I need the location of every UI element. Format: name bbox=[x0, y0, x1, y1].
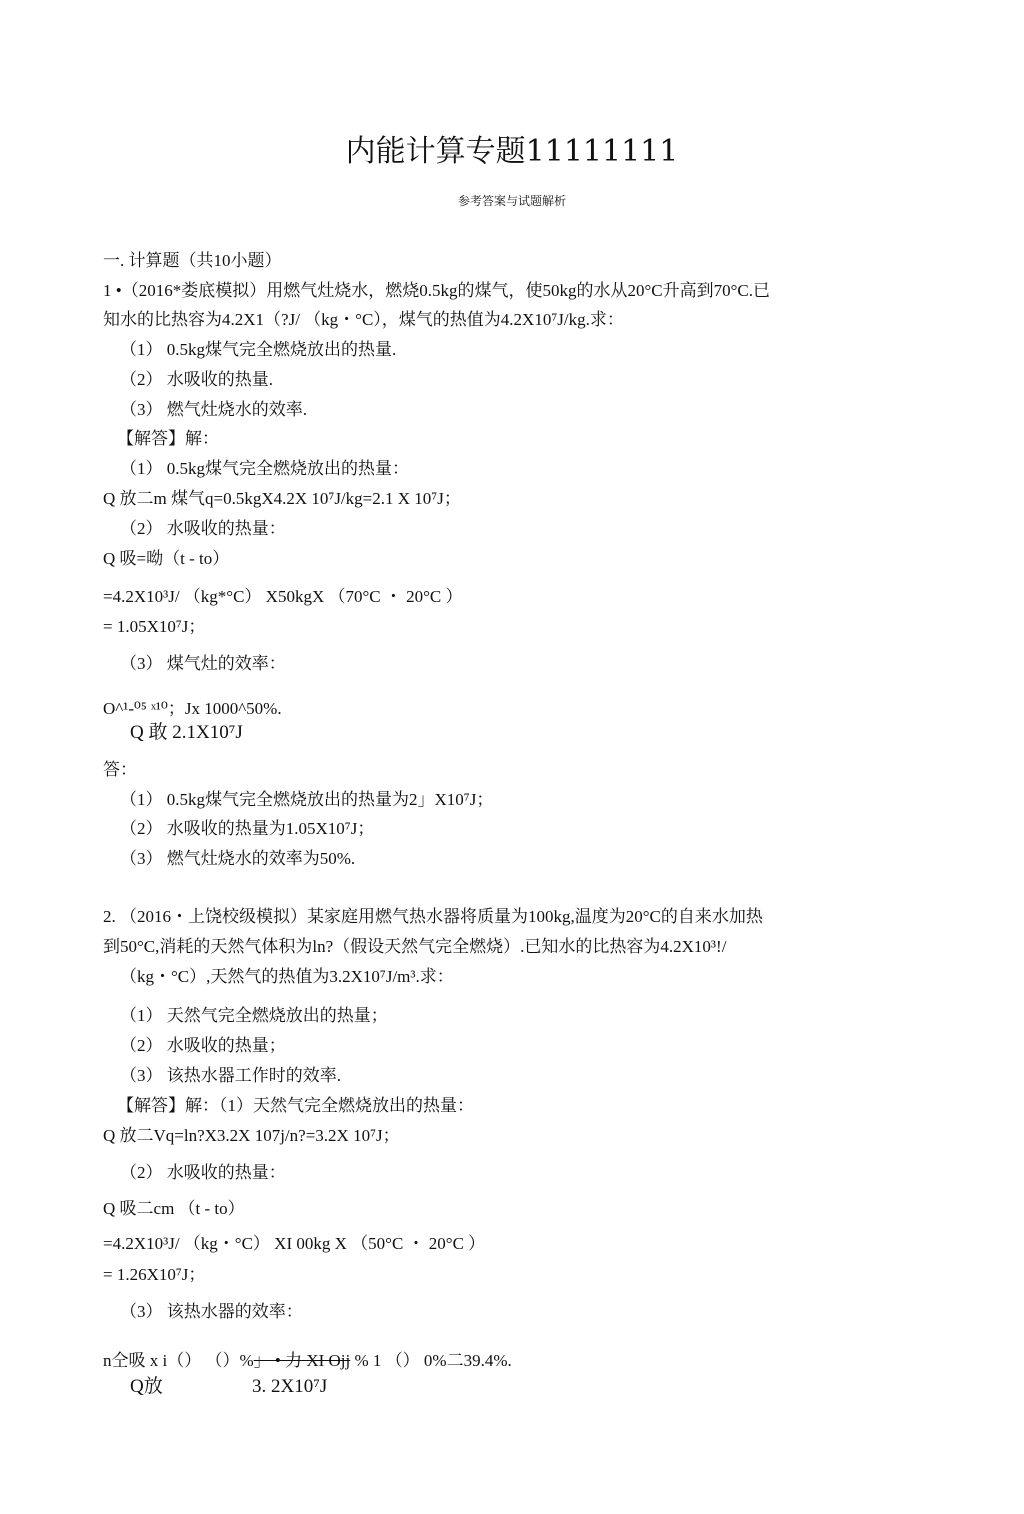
problem1-stem-line2: 知水的比热容为4.2X1（?J/ （kg・°C），煤气的热值为4.2X10⁷J/kg.求： bbox=[103, 310, 624, 329]
problem1-answer-word: 答： bbox=[103, 760, 137, 779]
problem1-answer3-heading: （3） 煤气灶的效率： bbox=[120, 654, 286, 673]
page-title: 内能计算专题11111111 bbox=[345, 134, 679, 169]
problem1-result-3: （3） 燃气灶烧水的效率为50%. bbox=[120, 849, 356, 868]
problem1-answer2-line3: = 1.05X10⁷J； bbox=[103, 617, 206, 636]
problem2-answer1-formula: Q 放二Vq=ln?X3.2X 107j/n?=3.2X 10⁷J； bbox=[103, 1126, 400, 1145]
problem2-stem-line1: 2. （2016・上饶校级模拟）某家庭用燃气热水器将质量为100kg,温度为20°C的自来水加热 bbox=[103, 907, 763, 926]
problem2-question-1: （1） 天然气完全燃烧放出的热量； bbox=[120, 1006, 388, 1025]
problem1-result-1: （1） 0.5kg煤气完全燃烧放出的热量为2」X10⁷J； bbox=[120, 790, 494, 809]
problem2-answer2-line1: Q 吸二cm （t - to） bbox=[103, 1199, 245, 1218]
problem1-answer2-line1: Q 吸=呦（t - to） bbox=[103, 549, 230, 568]
problem2-answer2-line2: =4.2X10³J/ （kg・°C） XI 00kg X （50°C ・ 20°C ） bbox=[103, 1234, 486, 1253]
efficiency-formula-part3: % 1 （） 0%二39.4%. bbox=[350, 1351, 512, 1370]
problem2-stem-line2: 到50°C,消耗的天然气体积为ln?（假设天然气完全燃烧）.已知水的比热容为4.2X10³!/ bbox=[103, 937, 727, 956]
section-heading: 一. 计算题（共10小题） bbox=[103, 251, 282, 270]
problem2-efficiency-denominator: 3. 2X10⁷J bbox=[252, 1376, 328, 1397]
problem2-stem-line3: （kg・°C）,天然气的热值为3.2X10⁷J/m³.求： bbox=[120, 967, 454, 986]
problem1-efficiency-denominator: Q 敢 2.1X10⁷J bbox=[130, 722, 243, 743]
problem1-answer1-formula: Q 放二m 煤气q=0.5kgX4.2X 10⁷J/kg=2.1 X 10⁷J； bbox=[103, 489, 461, 508]
problem1-question-2: （2） 水吸收的热量. bbox=[120, 370, 273, 389]
problem2-answer1-heading: 【解答】解：（1）天然气完全燃烧放出的热量： bbox=[117, 1096, 474, 1115]
problem1-question-3: （3） 燃气灶烧水的效率. bbox=[120, 400, 307, 419]
problem1-question-1: （1） 0.5kg煤气完全燃烧放出的热量. bbox=[120, 340, 397, 359]
problem1-answer1-heading: （1） 0.5kg煤气完全燃烧放出的热量： bbox=[120, 459, 409, 478]
problem2-question-2: （2） 水吸收的热量； bbox=[120, 1036, 286, 1055]
problem2-efficiency-q-label: Q放 bbox=[130, 1376, 163, 1397]
problem2-answer3-heading: （3） 该热水器的效率： bbox=[120, 1302, 303, 1321]
problem1-efficiency-formula: O^¹-⁰⁵ ˣ¹⁰；Jx 1000^50%. bbox=[103, 699, 282, 718]
problem2-question-3: （3） 该热水器工作时的效率. bbox=[120, 1066, 341, 1085]
problem1-answer-tag: 【解答】解： bbox=[117, 429, 219, 448]
problem1-answer2-line2: =4.2X10³J/ （kg*°C） X50kgX （70°C ・ 20°C ） bbox=[103, 587, 463, 606]
problem2-answer2-line3: = 1.26X10⁷J； bbox=[103, 1265, 206, 1284]
problem1-stem-line1: 1 •（2016*娄底模拟）用燃气灶烧水，燃烧0.5kg的煤气，使50kg的水从20°C升高到70°C.已 bbox=[103, 281, 770, 300]
page-subtitle: 参考答案与试题解析 bbox=[457, 194, 566, 208]
problem1-answer2-heading: （2） 水吸收的热量： bbox=[120, 519, 286, 538]
problem1-result-2: （2） 水吸收的热量为1.05X10⁷J； bbox=[120, 819, 375, 838]
problem2-answer2-heading: （2） 水吸收的热量： bbox=[120, 1163, 286, 1182]
efficiency-formula-struck-part: 」 • 力 XI Ojj bbox=[253, 1351, 351, 1370]
problem2-efficiency-formula bbox=[103, 1350, 512, 1372]
efficiency-formula-part1: n仝吸 x i（） （）% bbox=[103, 1351, 254, 1370]
